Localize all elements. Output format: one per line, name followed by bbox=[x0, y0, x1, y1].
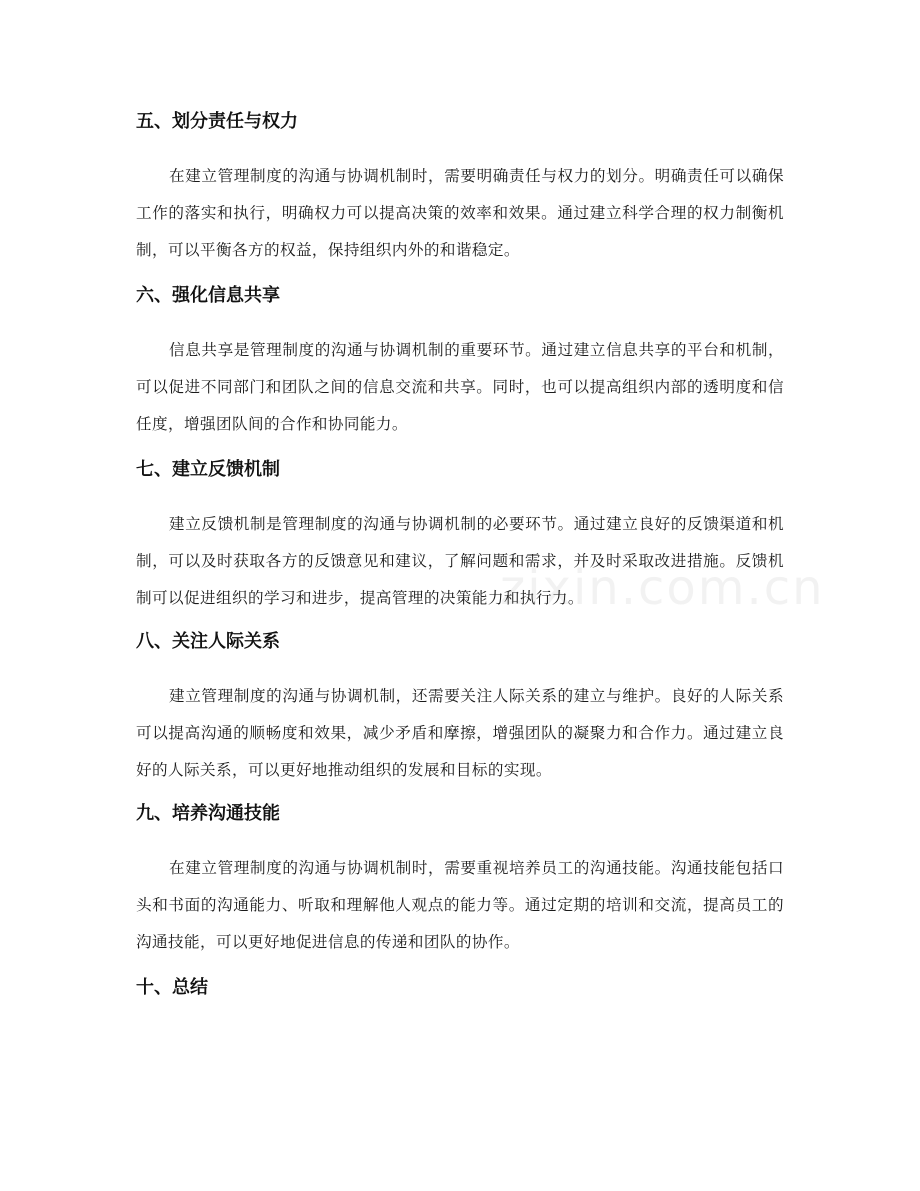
section-paragraph: 信息共享是管理制度的沟通与协调机制的重要环节。通过建立信息共享的平台和机制，可以促进不同部门和团队之间的信息交流和共享。同时，也可以提高组织内部的透明度和信任度，增强团队间的合作和协同能力。 bbox=[136, 341, 784, 433]
section-paragraph: 在建立管理制度的沟通与协调机制时，需要重视培养员工的沟通技能。沟通技能包括口头和书面的沟通能力、听取和理解他人观点的能力等。通过定期的培训和交流，提高员工的沟通技能，可以更好地促进信息的传递和团队的协作。 bbox=[136, 859, 784, 951]
watermark: zixin.com.cn bbox=[500, 560, 825, 616]
section-heading: 五、划分责任与权力 bbox=[136, 111, 298, 132]
section-heading: 六、强化信息共享 bbox=[136, 285, 280, 306]
section-paragraph: 建立管理制度的沟通与协调机制，还需要关注人际关系的建立与维护。良好的人际关系可以提高沟通的顺畅度和效果，减少矛盾和摩擦，增强团队的凝聚力和合作力。通过建立良好的人际关系，可以更好地推动组织的发展和目标的实现。 bbox=[136, 687, 784, 779]
section-heading: 九、培养沟通技能 bbox=[136, 803, 280, 824]
section-paragraph: 建立反馈机制是管理制度的沟通与协调机制的必要环节。通过建立良好的反馈渠道和机制，可以及时获取各方的反馈意见和建议，了解问题和需求，并及时采取改进措施。反馈机制可以促进组织的学习和进步，提高管理的决策能力和执行力。 bbox=[136, 515, 784, 607]
section-heading: 十、总结 bbox=[136, 977, 208, 998]
section-paragraph: 在建立管理制度的沟通与协调机制时，需要明确责任与权力的划分。明确责任可以确保工作的落实和执行，明确权力可以提高决策的效率和效果。通过建立科学合理的权力制衡机制，可以平衡各方的权益，保持组织内外的和谐稳定。 bbox=[136, 167, 784, 259]
section-heading: 八、关注人际关系 bbox=[136, 631, 280, 652]
section-heading: 七、建立反馈机制 bbox=[136, 459, 280, 480]
